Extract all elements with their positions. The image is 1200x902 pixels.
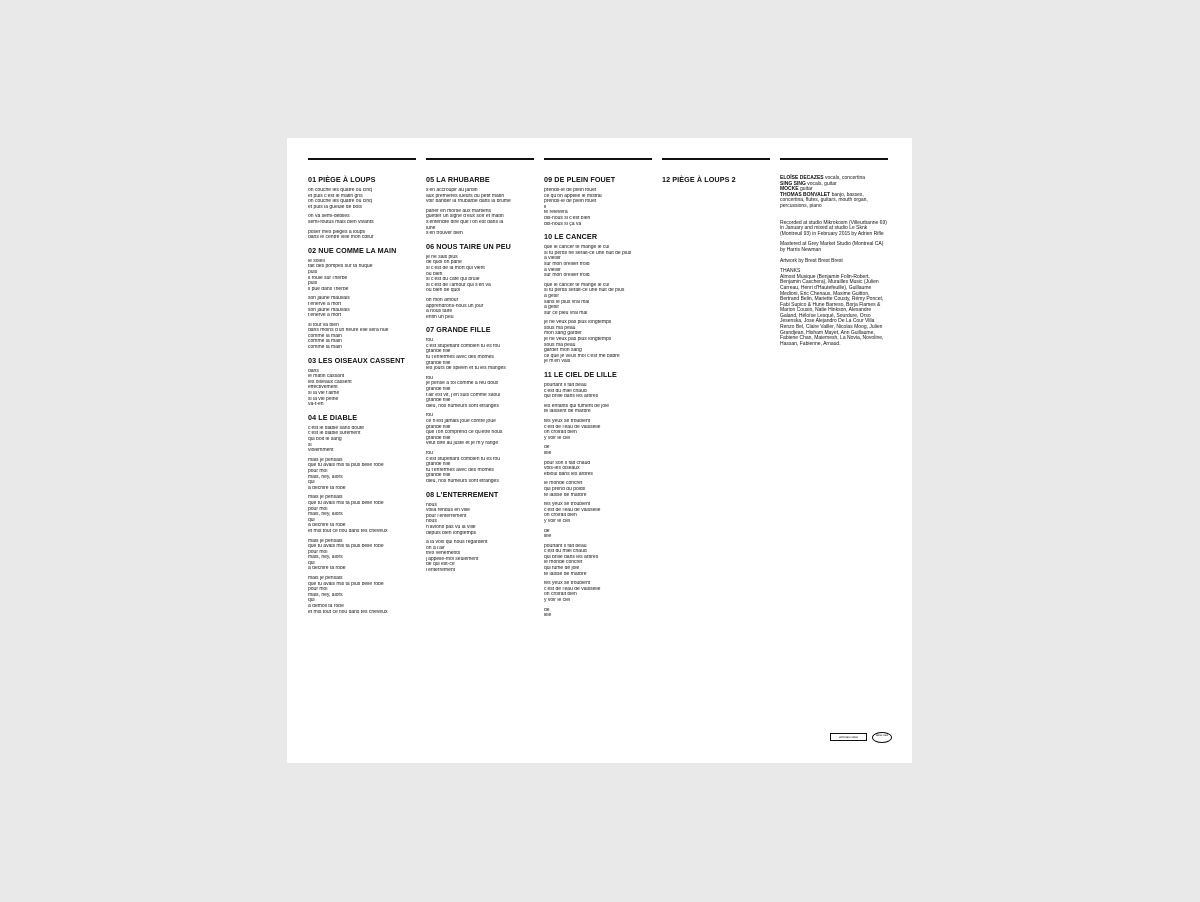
song-block: [426, 243, 534, 321]
lyric-line: fou: [426, 375, 433, 381]
musician-name: MOCKE: [780, 186, 799, 193]
lyric-line: de quoi on parle: [426, 260, 462, 266]
lyric-line: dans le centre ville mon cœur: [308, 235, 374, 241]
lyric-line: que tu avais mis ta plus belle robe: [308, 463, 384, 469]
song-block: [308, 247, 416, 351]
song-block: [426, 326, 534, 484]
lyric-stanza: [544, 188, 652, 227]
lyric-line: les jours de spleen et tu les manges: [426, 366, 506, 372]
lyric-line: c'est le diable sans doute: [308, 425, 364, 431]
lyric-line: si: [308, 442, 312, 448]
lyric-line: c'est de l'eau de vaisselle: [544, 586, 601, 592]
lyric-stanza: [308, 296, 416, 318]
song-block: [544, 371, 652, 619]
lyric-line: semi-foutus mais bien vivants: [308, 219, 374, 225]
lyric-stanza: [426, 540, 534, 574]
lyric-line: voir bander la rhubarbe dans la brume: [426, 199, 511, 205]
lyric-stanza: [308, 259, 416, 293]
lyric-line: fou: [426, 338, 433, 344]
lyric-stanza: [426, 338, 534, 372]
lyric-line: que l'on comprend ce qu'être nous: [426, 430, 503, 436]
lyric-line: et mis tout ce flou dans tes cheveux: [308, 609, 388, 615]
column-rule: [308, 158, 416, 160]
lyric-line: le monde concret: [544, 560, 583, 566]
lyric-line: à gésir: [544, 305, 560, 311]
column-rule: [544, 158, 652, 160]
lyric-line: il pue dans l'herbe: [308, 286, 349, 292]
lyric-line: si la vie peine: [308, 396, 339, 402]
lyric-line: tu t'enfermes avec des mômes: [426, 467, 494, 473]
lyric-line: si tout va bien: [308, 322, 339, 328]
lyric-line: c'est de l'eau de vaisselle: [544, 424, 601, 430]
lyric-line: et puis c'est le matin gris: [308, 193, 363, 199]
lyric-line: ce qu'on appelle le mistral: [544, 193, 602, 199]
lyric-line: n'avions pas vu la ville: [426, 524, 476, 530]
artwork-credit: Artwork by Brest Brest Brest: [780, 257, 843, 264]
lyric-line: que le cancer te mange le cul: [544, 245, 610, 251]
lyric-line: c'est de l'eau de vaisselle: [544, 507, 601, 513]
song-title: 10 LE CANCER: [544, 232, 598, 242]
lyric-line: on couche les quatre ou cinq: [308, 199, 372, 205]
lyric-line: garder mon sang: [544, 348, 582, 354]
lyric-line: je ne sais plus: [426, 254, 458, 260]
lyric-stanza: [426, 209, 534, 237]
lyric-line: s'en trouver bien: [426, 231, 463, 237]
lyric-line: et mis tout ce flou dans tes cheveux: [308, 528, 388, 534]
lyric-stanza: [544, 283, 652, 317]
lyric-line: a déchiré ta robe: [308, 485, 346, 491]
lyric-line: fou: [426, 450, 433, 456]
lyric-line: mais, hey, alors: [308, 474, 343, 480]
song-block: [544, 176, 652, 227]
lyric-line: poser mes pièges à loups: [308, 229, 365, 235]
lyric-stanza: [544, 608, 652, 619]
lyric-line: que tu avais mis ta plus belle robe: [308, 581, 384, 587]
musician-role: guitar: [800, 186, 813, 193]
lyric-line: puis: [308, 269, 318, 275]
lyric-line: qui: [308, 517, 315, 523]
lyric-line: mais, hey, alors: [308, 555, 343, 561]
lyric-line: effectivement: [308, 385, 338, 391]
lyric-line: mais je pensais: [308, 457, 343, 463]
lyric-line: a déchiré ta robe: [308, 566, 346, 572]
lyric-line: tes yeux se troublent: [544, 581, 591, 587]
lyric-line: on a l'air: [426, 545, 445, 551]
lyric-stanza: [308, 458, 416, 492]
lyric-line: c'est stupéfiant combien tu es fou: [426, 456, 501, 462]
lyric-line: t'énerve à mort: [308, 313, 342, 319]
lyric-line: y voir le ciel: [544, 435, 571, 441]
song-title: 12 PIÈGE À LOUPS 2: [662, 175, 736, 184]
lyric-line: qui brille dans les arbres: [544, 394, 599, 400]
lyric-line: qui boit le sang: [308, 437, 342, 442]
lyric-stanza: [426, 376, 534, 410]
lyric-line: pour moi: [308, 587, 328, 593]
lyric-stanza: [544, 245, 652, 279]
song-title: 06 NOUS TAIRE UN PEU: [426, 241, 511, 251]
song-title: 03 LES OISEAUX CASSENT: [308, 355, 405, 365]
lyric-line: prends-le de plein fouet: [544, 199, 597, 205]
lyric-line: je pense à toi comme à feu doux: [426, 381, 499, 387]
lyric-line: qui: [308, 598, 315, 604]
song-block: [308, 176, 416, 241]
lyric-line: l'enterrement: [426, 568, 456, 574]
lyric-line: de: [544, 445, 550, 451]
lyric-line: pourtant il fait beau: [544, 543, 587, 549]
column-3: [544, 158, 652, 625]
lyric-stanza: [308, 188, 416, 210]
lyric-line: nous: [426, 502, 437, 508]
song-title: 04 LE DIABLE: [308, 412, 358, 422]
lyric-line: grande fille: [426, 387, 451, 393]
lyric-line: y voir le ciel: [544, 518, 571, 524]
column-2: [426, 158, 534, 580]
song-block: [308, 357, 416, 408]
lyric-stanza: [426, 298, 534, 320]
lyric-stanza: [308, 214, 416, 225]
lyric-line: si la vie t'aime: [308, 391, 340, 397]
lyric-line: mais je pensais: [308, 495, 343, 501]
lyric-stanza: [426, 451, 534, 485]
lyric-line: lune: [426, 225, 436, 231]
lyric-line: les enfants qui fument de joie: [544, 403, 610, 409]
lyric-line: c'est du miel chaud: [544, 549, 587, 555]
lyric-line: très véhéments: [426, 551, 461, 557]
lyric-line: grande fille: [426, 349, 451, 355]
lyric-stanza: [544, 445, 652, 456]
lyric-line: que le cancer te mange le cul: [544, 282, 610, 288]
lyric-line: à vieillir: [544, 267, 561, 273]
lyric-stanza: [308, 539, 416, 573]
lyric-line: j'appelle-moi seulement: [426, 556, 479, 562]
lyric-line: mais, hey, alors: [308, 592, 343, 598]
lyric-line: veut dire au juste et je m'y range: [426, 441, 499, 447]
lyric-stanza: [426, 503, 534, 537]
lyric-line: le monde concret: [544, 481, 583, 487]
lyric-line: il: [544, 204, 547, 210]
lyric-line: prends-le de plein fouet: [544, 188, 597, 193]
lyric-line: et puis la gueule de bois: [308, 204, 362, 210]
lyric-line: le soleil: [308, 258, 325, 264]
lyric-line: lille: [544, 613, 552, 619]
lyric-stanza: [544, 544, 652, 578]
lyric-line: depuis bien longtemps: [426, 530, 477, 536]
song-title: 09 DE PLEIN FOUET: [544, 175, 616, 184]
lyric-line: s'entendre dire que l'on est dans la: [426, 219, 504, 225]
lyric-line: pour moi: [308, 506, 328, 512]
lyric-line: comme la main: [308, 345, 342, 351]
lyric-stanza: [426, 188, 534, 205]
lyric-line: sans le plus vrai mal: [544, 299, 590, 305]
lyric-line: pour moi: [308, 549, 328, 555]
lyric-line: si c'est de la mort qui vient: [426, 265, 485, 271]
lyric-line: grande fille: [426, 360, 451, 366]
lyric-line: qui: [308, 480, 315, 486]
lyric-line: te relevera: [544, 210, 568, 216]
lyric-stanza: [308, 495, 416, 534]
lyric-line: te laissent de marbre: [544, 409, 591, 415]
lyric-stanza: [308, 426, 416, 454]
lyric-line: on croirait bien: [544, 513, 577, 519]
lyric-stanza: [544, 383, 652, 400]
lyric-line: pourtant il fait beau: [544, 383, 587, 389]
label-logo: arbitraire label: [830, 733, 867, 741]
lyric-line: dieu, nos humeurs sont étranges: [426, 478, 499, 484]
song-title: 02 NUE COMME LA MAIN: [308, 245, 397, 255]
song-block: [544, 233, 652, 365]
column-4: [662, 158, 770, 190]
lyric-line: apprendrons-nous un jour: [426, 303, 484, 309]
lyric-line: à nous taire: [426, 309, 453, 315]
lyric-stanza: [308, 369, 416, 408]
lyric-stanza: [544, 529, 652, 540]
song-title: 08 L'ENTERREMENT: [426, 489, 499, 499]
lyric-line: mais je pensais: [308, 576, 343, 582]
musician-role: vocals, concertina: [825, 175, 866, 181]
column-rule: [662, 158, 770, 160]
lyric-line: grande fille: [426, 424, 451, 430]
lyric-stanza: [426, 413, 534, 447]
lyric-line: ce que je veux moi c'est me battre: [544, 353, 620, 359]
lyric-line: ou bien de quoi: [426, 288, 461, 294]
lyric-line: enfin un peu: [426, 314, 454, 320]
lyric-line: violemment: [308, 448, 334, 454]
lyric-line: à gésir: [544, 293, 560, 299]
lyric-line: qui: [308, 560, 315, 566]
mastering-credit: Mastered at Grey Market Studio (Montreal CA) by Harris Newman: [780, 241, 884, 253]
lyric-line: on va semi-débiles: [308, 214, 350, 220]
lyric-line: de: [544, 528, 550, 534]
song-title: 11 LE CIEL DE LILLE: [544, 370, 617, 380]
lyric-stanza: [544, 502, 652, 524]
lyric-line: je ne veux pas plus longtemps: [544, 320, 612, 326]
song-block: [308, 414, 416, 615]
lyric-sheet: [287, 138, 912, 763]
lyric-line: a déchiré ta robe: [308, 523, 346, 529]
lyric-line: grande fille: [426, 398, 451, 404]
lyric-line: mais, hey, alors: [308, 512, 343, 518]
lyric-line: t'air est vif, j'en suis comme saoul: [426, 392, 501, 398]
lyric-line: nous: [426, 519, 437, 525]
credits-column: [780, 158, 888, 352]
lyric-line: tu t'enfermes avec des mômes: [426, 355, 494, 361]
lyric-line: que tu avais mis ta plus belle robe: [308, 544, 384, 550]
lyric-line: son jaune mauvais: [308, 296, 350, 302]
column-rule: [426, 158, 534, 160]
lyric-line: aux premières lueurs du petit matin: [426, 193, 505, 199]
lyric-line: pour moi: [308, 468, 328, 474]
musician-name: ELOÏSE DECAZES: [780, 175, 824, 181]
lyric-stanza: [544, 419, 652, 441]
lyric-line: ébloui dans les arbres: [544, 471, 593, 477]
lyric-line: sur mon oreiller froid: [544, 273, 590, 279]
lyric-stanza: [544, 404, 652, 415]
song-title: 07 GRANDE FILLE: [426, 325, 491, 335]
lyric-line: vois-les oiseaux: [544, 466, 580, 472]
lyric-line: sous ma peau: [544, 342, 576, 348]
column-1: [308, 158, 416, 621]
column-rule: [780, 158, 888, 160]
lyric-line: si c'est de l'amour qui s'en va: [426, 282, 491, 288]
lyric-line: si tu perds ne serait-ce une nuit de plus: [544, 250, 632, 256]
lyric-line: comme la main: [308, 333, 342, 339]
lyric-line: sur mon oreiller froid: [544, 261, 590, 267]
lyric-line: grande fille: [426, 473, 451, 479]
lyric-line: je m'en vais: [544, 359, 571, 365]
lyric-line: son jaune mauvais: [308, 307, 350, 313]
lyric-line: grande fille: [426, 462, 451, 468]
song-block: [426, 176, 534, 237]
lyric-line: ou bien: [426, 271, 443, 277]
thanks-list: Almost Musique (Benjamin Folin-Robert, Benjamin Caschera), Murailles Music (Julien Carreau, Henri d'Hautefeuille), Guillaume Medioni, Eric Chenaux, Maxime Guitton, Bertrand Belin, Mariette Cousty, Rémy Poncet, Fabi Supico & Hune Barreso, Borja Flames & Marion Cousin, Natie Hinkson, Alexandre Galand, Héloïse Lesqué, Sourdure, Orso Jesenska, Jose Alejandro De La Cour Villa Renzo Bel, Claire Vailler, Nicolas Moog, Julien Grandjean, Hisham Mayet, Ann Guillaume, Fabiene Chan, Maiemesh, La Novia, Novoline, Hassan, Fabienne, Arnaud.: [780, 273, 884, 347]
lyric-line: dis-nous si c'est bien: [544, 215, 591, 221]
song-block: [662, 176, 770, 184]
lyric-line: lille: [544, 450, 552, 456]
lyric-stanza: [544, 461, 652, 478]
lyric-line: à vieillir: [544, 256, 561, 262]
lyric-line: on couche les quatre ou cinq: [308, 188, 372, 193]
song-block: [426, 491, 534, 574]
lyric-line: il roule sur l'herbe: [308, 275, 348, 281]
lyric-line: tes yeux se troublent: [544, 502, 591, 508]
lyric-stanza: [544, 320, 652, 365]
lyric-line: grande fille: [426, 435, 451, 441]
lyric-line: sur ce pieu vrai mal: [544, 310, 588, 316]
thanks-title: THANKS: [780, 268, 801, 275]
lyric-line: je ne veux pas plus longtemps: [544, 337, 612, 343]
recording-credit: Recorded at studio Mikrokosm (Villeurbanne 69) in January and mixed at studio Le Sknk (Montreuil 93) in February 2015 by Adrien Rifle: [780, 219, 887, 237]
lyric-stanza: [308, 323, 416, 351]
lyric-line: que tu avais mis ta plus belle robe: [308, 500, 384, 506]
lyric-stanza: [544, 581, 652, 603]
song-title: 01 PIÈGE À LOUPS: [308, 175, 376, 184]
lyric-line: c'est du miel chaud: [544, 388, 587, 394]
lyric-line: de: [544, 607, 550, 613]
musician-role: vocals, guitar: [807, 180, 837, 187]
lyric-stanza: [308, 230, 416, 241]
lyric-line: a démoli ta robe: [308, 604, 344, 610]
seal-logo: label cad: [872, 732, 892, 743]
lyric-line: puis: [308, 281, 318, 287]
lyric-stanza: [308, 576, 416, 615]
lyric-line: t'énerve à mort: [308, 301, 342, 307]
lyric-stanza: [544, 481, 652, 498]
lyric-line: s'en accroupir au jardin: [426, 188, 478, 193]
lyric-line: si c'est du café qui brûle: [426, 277, 480, 283]
lyric-line: on croirait bien: [544, 592, 577, 598]
lyric-stanza: [426, 255, 534, 294]
lyric-line: lille: [544, 534, 552, 540]
lyric-line: qui brille dans les arbres: [544, 554, 599, 560]
musician-name: THOMAS BONVALET: [780, 191, 831, 198]
lyric-line: le matin cassant: [308, 374, 345, 380]
lyric-line: fait des pompes sur ta nuque: [308, 264, 373, 270]
lyric-line: c'est stupéfiant combien tu es fou: [426, 343, 501, 349]
lyric-line: va-t-en: [308, 402, 324, 408]
lyric-line: dis-nous si ça va: [544, 221, 582, 227]
lyric-line: mais je pensais: [308, 538, 343, 544]
lyric-line: comme la main: [308, 339, 342, 345]
lyric-line: guetter un signe d'eux soir et matin: [426, 214, 504, 220]
lyric-line: c'est le diable sûrement: [308, 431, 361, 437]
lyric-line: qui prend du poids: [544, 486, 586, 492]
musicians-list: [780, 176, 888, 210]
lyric-line: pour l'enterrement: [426, 513, 467, 519]
lyric-line: on croirait bien: [544, 430, 577, 436]
lyric-line: dieu, nos humeurs sont étranges: [426, 403, 499, 409]
musician-role: banjo, basses, concertina, flutes, guitars, mouth organ, percussions, piano: [780, 191, 868, 209]
lyric-line: mon sang garder: [544, 331, 582, 337]
lyric-line: parler en morse aux martiens: [426, 208, 492, 214]
lyric-line: sous ma peau: [544, 325, 576, 331]
lyric-line: te laisse de marbre: [544, 492, 587, 498]
lyric-line: tes yeux se troublent: [544, 419, 591, 424]
lyric-line: les oiseaux cassent: [308, 379, 352, 385]
lyric-line: dans moins d'un heure elle sera nue: [308, 328, 389, 334]
lyric-line: ce n'est jamais joué contre joue: [426, 419, 496, 424]
song-title: 05 LA RHUBARBE: [426, 175, 490, 184]
lyric-line: te laisse de marbre: [544, 571, 587, 577]
lyric-line: oh mon amour: [426, 297, 459, 303]
lyric-line: fou: [426, 413, 433, 419]
lyric-line: si tu perds serait-ce une nuit de plus: [544, 288, 625, 294]
lyric-line: voilà rendus en ville: [426, 508, 470, 514]
lyric-line: qui fume de joie: [544, 566, 580, 572]
lyric-line: à la voix qui nous regardent: [426, 540, 488, 546]
lyric-line: pour son il fait chaud: [544, 460, 591, 466]
musician-name: SING SING: [780, 180, 806, 187]
lyric-line: y voir le ciel: [544, 598, 571, 604]
lyric-line: de qui est-ce: [426, 562, 455, 568]
lyric-line: dans: [308, 368, 319, 374]
